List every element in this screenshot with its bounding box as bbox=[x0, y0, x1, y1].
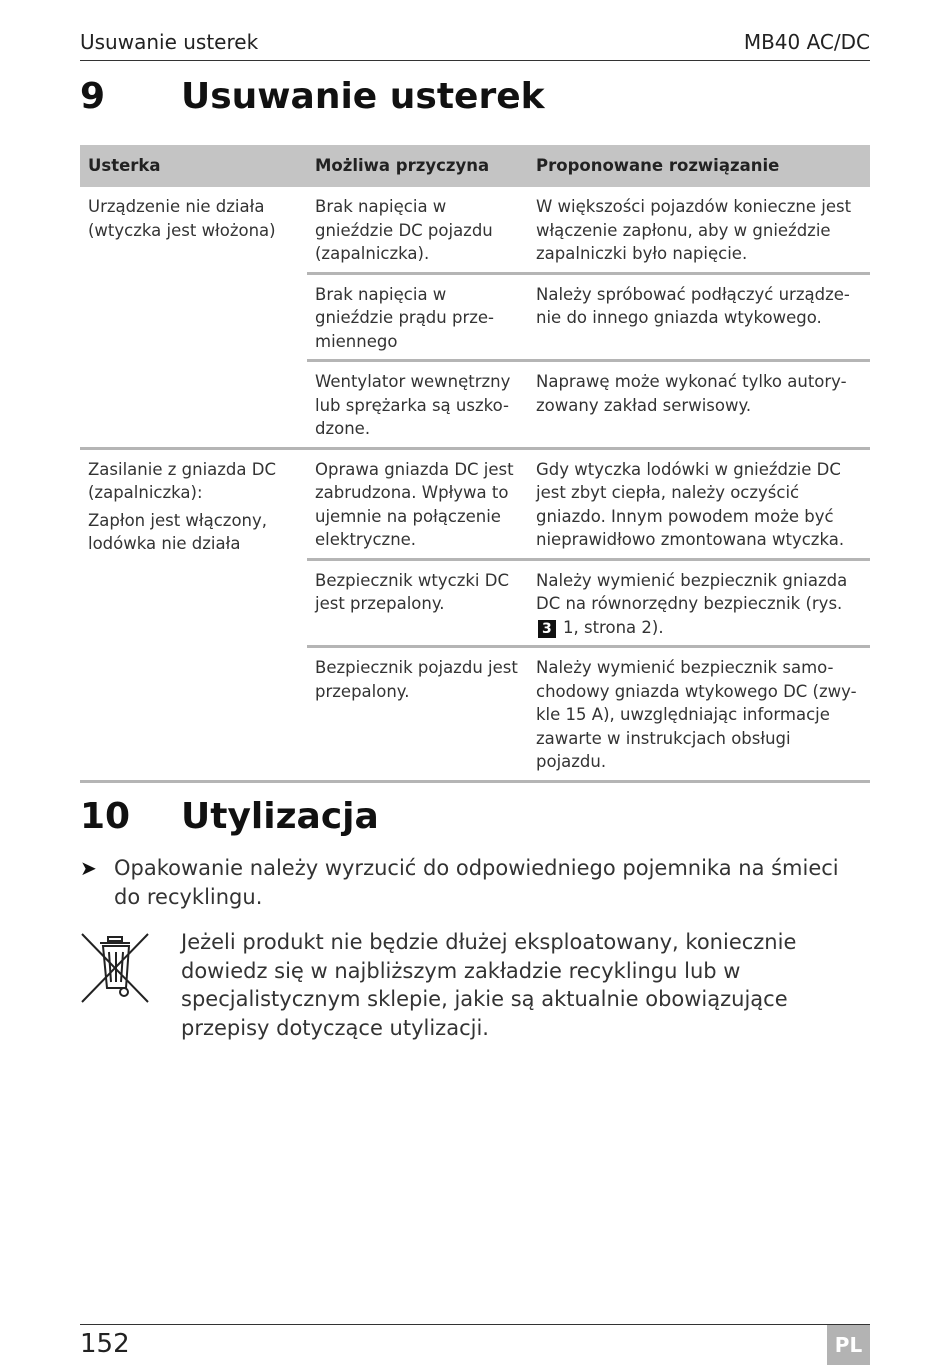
table-header-row bbox=[80, 145, 870, 187]
figure-reference-badge: 3 bbox=[538, 620, 556, 638]
section-9-number: 9 bbox=[80, 76, 106, 117]
fault-cell bbox=[80, 187, 307, 448]
cause-cell: Bezpiecznik wtyczki DC jest przepalony. bbox=[307, 559, 528, 647]
header-section-title: Usuwanie usterek bbox=[80, 30, 259, 54]
running-header bbox=[80, 28, 870, 61]
disposal-instruction bbox=[80, 854, 870, 912]
page-number: 152 bbox=[80, 1329, 130, 1359]
remedy-cell: Gdy wtyczka lodówki w gnieździe DC jest zbyt ciepła, należy oczyścić gniazdo. Innym powodem może być nieprawidłowo zmontowana wtyczka. bbox=[528, 448, 870, 559]
crossed-out-wheelie-bin-icon bbox=[80, 932, 150, 1004]
remedy-cell: Należy wymienić bezpiecznik samo-chodowy gniazda wtykowego DC (zwy-kle 15 A), uwzględniając informacje zawarte w instrukcjach obsługi pojazdu. bbox=[528, 647, 870, 782]
cause-cell: Wentylator wewnętrzny lub sprężarka są uszko-dzone. bbox=[307, 361, 528, 449]
fault-text: Urządzenie nie działa (wtyczka jest włożona) bbox=[88, 197, 276, 240]
remedy-cell: Należy spróbować podłączyć urządze-nie do innego gniazda wtykowego. bbox=[528, 273, 870, 361]
table-row bbox=[80, 448, 870, 559]
column-header-remedy: Proponowane rozwiązanie bbox=[528, 145, 870, 187]
section-9-title: Usuwanie usterek bbox=[181, 76, 545, 117]
cause-cell: Brak napięcia w gnieździe prądu prze-miennego bbox=[307, 273, 528, 361]
remedy-cell: Naprawę może wykonać tylko autory-zowany zakład serwisowy. bbox=[528, 361, 870, 449]
disposal-paragraph: Jeżeli produkt nie będzie dłużej eksploatowany, koniecznie dowiedz się w najbliższym zakładzie recyklingu lub w specjalistycznym sklepie, jakie są aktualnie obowiązujące przepisy dotyczące utylizacji. bbox=[181, 930, 797, 1040]
column-header-fault: Usterka bbox=[80, 145, 307, 187]
cause-cell: Brak napięcia w gnieździe DC pojazdu (zapalniczka). bbox=[307, 187, 528, 273]
header-model-name: MB40 AC/DC bbox=[743, 30, 870, 54]
troubleshooting-table bbox=[80, 145, 870, 783]
arrow-bullet-icon: ➤ bbox=[80, 856, 97, 880]
section-9-heading bbox=[80, 76, 870, 120]
column-header-cause: Możliwa przyczyna bbox=[307, 145, 528, 187]
fault-text: Zasilanie z gniazda DC (zapalniczka): bbox=[88, 459, 276, 502]
section-10-heading bbox=[80, 796, 870, 840]
cause-cell: Oprawa gniazda DC jest zabrudzona. Wpływa to ujemnie na połączenie elektryczne. bbox=[307, 448, 528, 559]
remedy-text: Należy wymienić bezpiecznik gniazda DC na równorzędny bezpiecznik (rys. bbox=[536, 570, 848, 613]
fault-text: Zapłon jest włączony, lodówka nie działa bbox=[88, 510, 268, 553]
remedy-cell: W większości pojazdów konieczne jest włączenie zapłonu, aby w gnieździe zapalniczki było napięcie. bbox=[528, 187, 870, 273]
language-badge: PL bbox=[827, 1325, 870, 1365]
table-row bbox=[80, 187, 870, 273]
section-10-title: Utylizacja bbox=[181, 796, 379, 837]
remedy-cell bbox=[528, 559, 870, 647]
bullet-text: Opakowanie należy wyrzucić do odpowiedniego pojemnika na śmieci do recyklingu. bbox=[114, 856, 839, 909]
fault-cell bbox=[80, 448, 307, 781]
section-10-number: 10 bbox=[80, 796, 131, 837]
cause-cell: Bezpiecznik pojazdu jest przepalony. bbox=[307, 647, 528, 782]
footer-divider bbox=[80, 1324, 870, 1325]
remedy-text: 1, strona 2). bbox=[563, 617, 664, 637]
